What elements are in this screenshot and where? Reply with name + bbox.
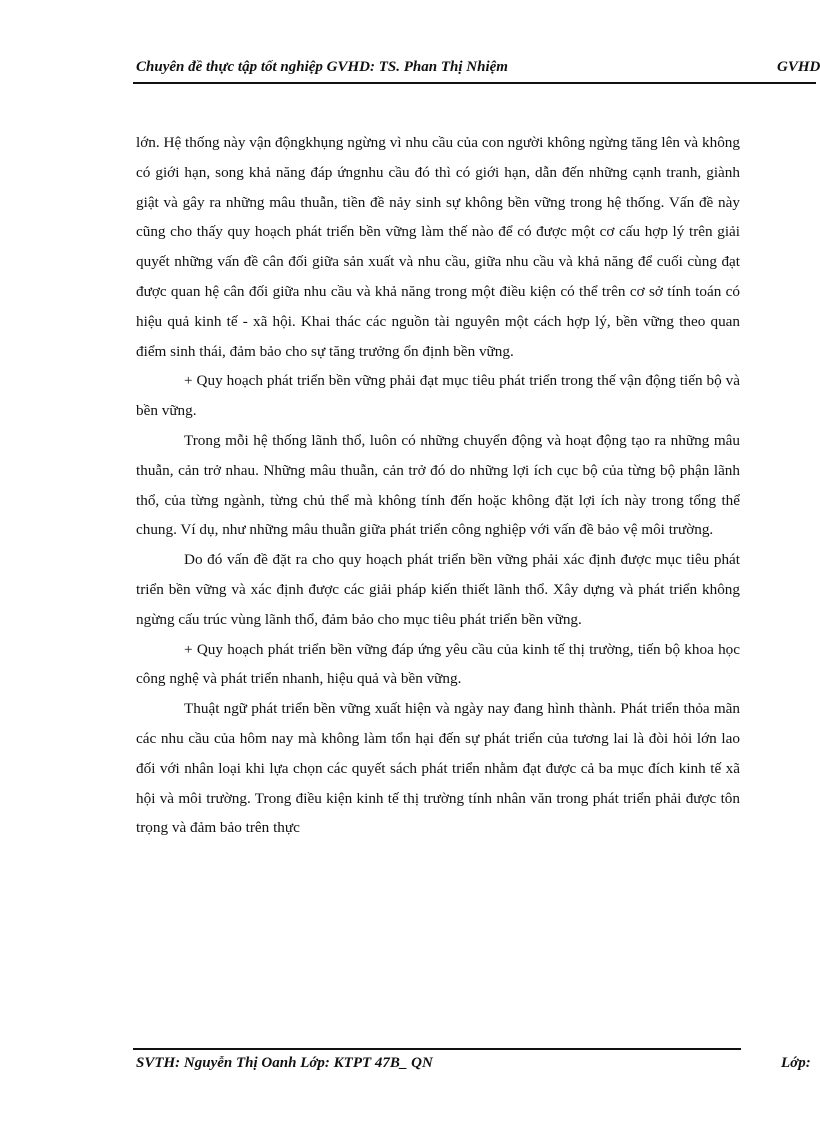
footer-divider <box>133 1048 741 1050</box>
page-footer <box>133 1055 816 1079</box>
footer-author: SVTH: Nguyễn Thị Oanh Lớp: KTPT 47B_ QN <box>136 1055 433 1071</box>
document-body <box>136 128 740 843</box>
page-header <box>133 58 820 84</box>
paragraph: + Quy hoạch phát triển bền vững phải đạt mục tiêu phát triển trong thế vận động tiến bộ và bền vững. <box>136 372 740 420</box>
footer-right-label: Lớp: <box>781 1055 811 1071</box>
paragraph: Thuật ngữ phát triển bền vững xuất hiện và ngày nay đang hình thành. Phát triển thỏa mãn các nhu cầu của hôm nay mà không làm tổn hại đến sự phát triển của tương lai là đòi hỏi lớn lao đối với nhân loại khi lựa chọn các quyết sách phát triển nhằm đạt được cả ba mục đích kinh tế xã hội và môi trường. Trong điều kiện kinh tế thị trường tính nhân văn trong phát triển phải được tôn trọng và đảm bảo trên thực <box>136 700 740 837</box>
header-title: Chuyên đề thực tập tốt nghiệp GVHD: TS. Phan Thị Nhiệm <box>136 59 508 75</box>
paragraph: Trong mỗi hệ thống lãnh thổ, luôn có những chuyển động và hoạt động tạo ra những mâu thuẫn, cản trở nhau. Những mâu thuẫn, cản trở đó do những lợi ích cục bộ của từng bộ phận lãnh thổ, của từng ngành, từng chủ thể mà không tính đến hoặc không đặt lợi ích này trong tổng thể chung. Ví dụ, như những mâu thuẫn giữa phát triển công nghiệp với vấn đề bảo vệ môi trường. <box>136 431 740 539</box>
header-right-label: GVHD <box>777 59 820 75</box>
paragraph: Do đó vấn đề đặt ra cho quy hoạch phát triển bền vững phải xác định được mục tiêu phát triển bền vững và xác định được các giải pháp kiến thiết lãnh thổ. Xây dựng và phát triển không ngừng cấu trúc vùng lãnh thổ, đảm bảo cho mục tiêu phát triển bền vững. <box>136 551 740 628</box>
paragraph: + Quy hoạch phát triển bền vững đáp ứng yêu cầu của kinh tế thị trường, tiến bộ khoa học công nghệ và phát triển nhanh, hiệu quả và bền vững. <box>136 640 740 688</box>
paragraph: lớn. Hệ thống này vận độngkhụng ngừng vì nhu cầu của con người không ngừng tăng lên và không có giới hạn, song khả năng đáp ứngnhu cầu đó thì có giới hạn, dẫn đến những cạnh tranh, giành giật và gây ra những mâu thuẫn, tiền đề nảy sinh sự không bền vững trong hệ thống. Vấn đề này cũng cho thấy quy hoạch phát triển bền vững làm thế nào để có được một cơ cấu hợp lý trên giải quyết những vấn đề cân đối giữa sản xuất và nhu cầu, giữa nhu cầu và khả năng để cuối cùng đạt được quan hệ cân đối giữa nhu cầu và khả năng trong một điều kiện có thể trên cơ sở tính toán có hiệu quả kinh tế - xã hội. Khai thác các nguồn tài nguyên một cách hợp lý, bền vững theo quan điểm sinh thái, đảm bảo cho sự tăng trưởng ổn định bền vững. <box>136 134 740 360</box>
